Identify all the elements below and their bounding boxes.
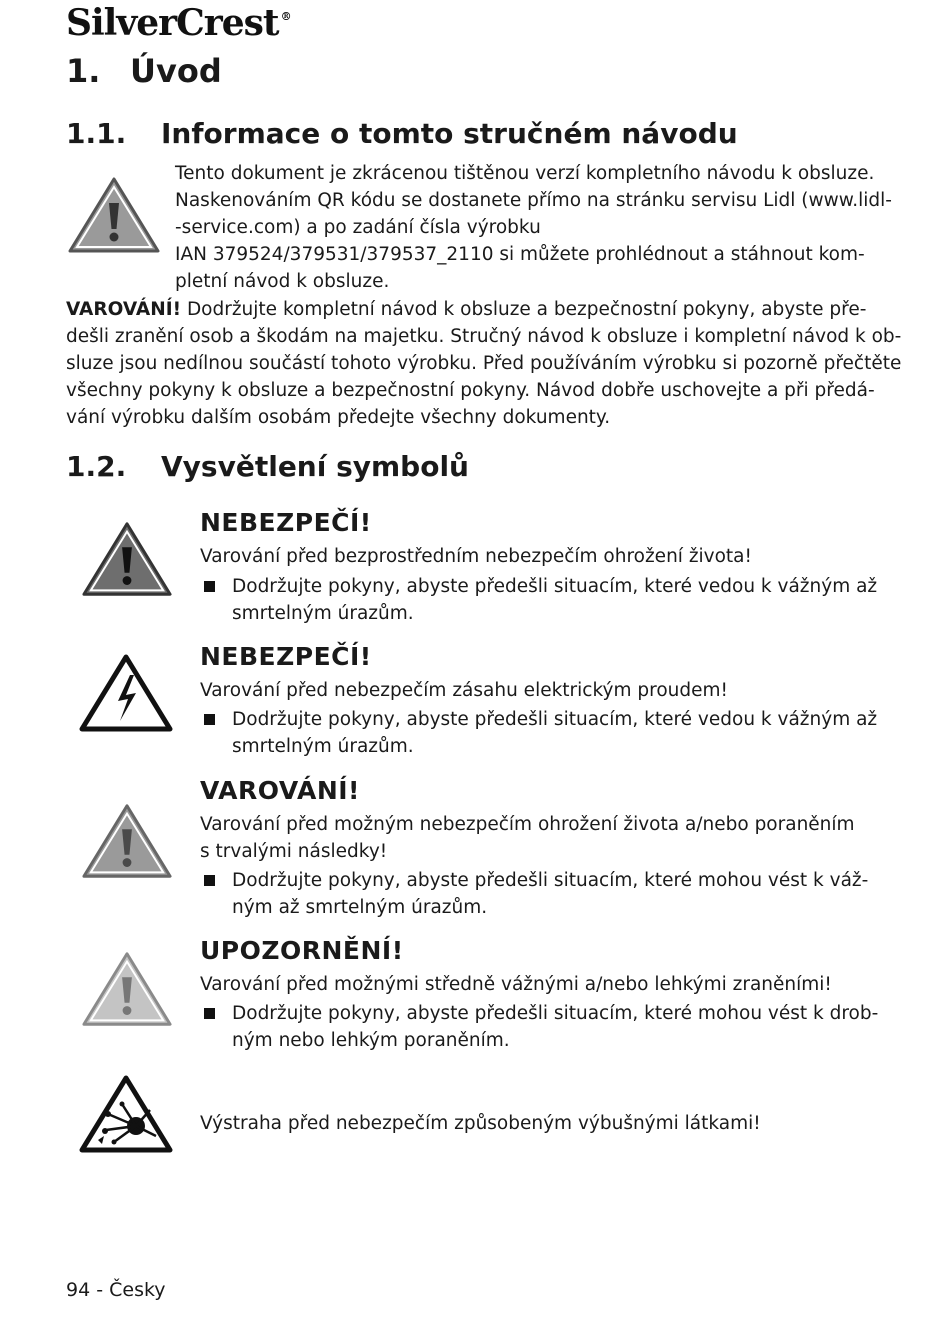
- symbol-bullet-warning: Dodržujte pokyny, abyste předešli situacím, které mohou vést k váž- ným až smrtelným úrazům.: [200, 867, 868, 921]
- symbol-text-electric: Varování před nebezpečím zásahu elektrickým proudem!: [200, 680, 728, 701]
- section-1-title: Úvod: [130, 52, 222, 90]
- warning-triangle-icon: [66, 175, 162, 255]
- danger-triangle-icon: [80, 518, 174, 600]
- warning-label: VAROVÁNÍ!: [66, 299, 182, 320]
- warning-triangle-icon: [80, 800, 174, 882]
- symbol-text-caution: Varování před možnými středně vážnými a/nebo lehkými zraněními!: [200, 974, 832, 995]
- electric-shock-icon: [78, 652, 174, 734]
- symbol-title-electric: NEBEZPEČÍ!: [200, 642, 372, 671]
- bullet-square-icon: [204, 581, 215, 592]
- explosive-icon: [78, 1073, 174, 1155]
- section-1-1-heading: [66, 117, 738, 150]
- symbol-text-explosive: Výstraha před nebezpečím způsobeným výbušnými látkami!: [200, 1113, 761, 1134]
- symbol-bullet-caution: Dodržujte pokyny, abyste předešli situacím, které mohou vést k drob- ným nebo lehkým poraněním.: [200, 1000, 878, 1054]
- bullet-square-icon: [204, 1008, 215, 1019]
- page-footer: 94 - Česky: [66, 1279, 166, 1301]
- symbol-bullet-electric: Dodržujte pokyny, abyste předešli situacím, které vedou k vážným až smrtelným úrazům.: [200, 706, 877, 760]
- section-1-number: 1.: [66, 52, 101, 90]
- caution-triangle-icon: [80, 948, 174, 1030]
- bullet-square-icon: [204, 714, 215, 725]
- symbol-title-caution: UPOZORNĚNÍ!: [200, 936, 404, 965]
- symbol-title-danger: NEBEZPEČÍ!: [200, 508, 372, 537]
- section-1-2-title: Vysvětlení symbolů: [161, 450, 469, 483]
- section-1-2-number: 1.2.: [66, 450, 127, 483]
- warning-paragraph: VAROVÁNÍ! Dodržujte kompletní návod k obsluze a bezpečnostní pokyny, abyste pře- dešli zranění osob a škodám na majetku. Stručný návod k obsluze i kompletní návod k ob- sluze jsou nedílnou součástí tohoto výrobku. Před používáním výrobku si pozorně přečtěte všechny pokyny k obsluze a bezpečnostní pokyny. Návod dobře uschovejte a při předá- vání výrobku dalším osobám předejte všechny dokumenty.: [66, 299, 902, 428]
- section-1-heading: [66, 52, 222, 90]
- brand-logo: SilverCrest ®: [66, 2, 291, 44]
- symbol-text-danger: Varování před bezprostředním nebezpečím ohrožení života!: [200, 546, 752, 567]
- symbol-text-warning: Varování před možným nebezpečím ohrožení života a/nebo poraněním s trvalými následky!: [200, 814, 855, 862]
- bullet-square-icon: [204, 875, 215, 886]
- intro-paragraph: Tento dokument je zkrácenou tištěnou verzí kompletního návodu k obsluze. Naskenováním QR kódu se dostanete přímo na stránku servisu Lidl (www.lidl- -service.com) a po zadání čísla výrobku IAN 379524/379531/379537_2110 si můžete prohlédnout a stáhnout kom- pletní návod k obsluze.: [175, 163, 892, 292]
- section-1-1-title: Informace o tomto stručném návodu: [161, 117, 738, 150]
- symbol-title-warning: VAROVÁNÍ!: [200, 776, 360, 805]
- symbol-bullet-danger: Dodržujte pokyny, abyste předešli situacím, které vedou k vážným až smrtelným úrazům.: [200, 573, 877, 627]
- section-1-2-heading: [66, 450, 469, 483]
- section-1-1-number: 1.1.: [66, 117, 127, 150]
